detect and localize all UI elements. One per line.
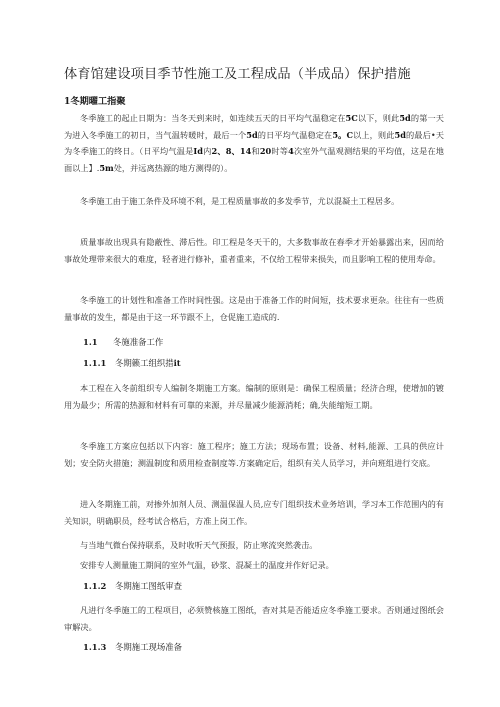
heading-1-1-1: 1.1.1 冬期籁工组织措it bbox=[83, 358, 181, 368]
section-heading-1: 1冬期曜工指聚 bbox=[64, 96, 126, 107]
paragraph-winter-dates: 冬季施工的起止日期为：当冬天到来时，如连续五天的日平均气温稳定在5C以下，则此5d的第一天为进入冬季施工的初日，当气温转暖时，最后一个5d的日平均气温稳定在5。C以上，则此5d的最后•天为冬季施工的终日。（日平均气温是Id内2、8、14和20时等4次室外气温观测结果的平均值，这是在地面以上】.5m处，并远离热源的地方测得的）。 bbox=[64, 113, 444, 173]
heading-1-1-3: 1.1.3 冬期施工现场准备 bbox=[83, 642, 182, 652]
paragraph-temperature-records: 安排专人测量施工期间的室外气温，砂浆、混凝土的温度并作好记录。 bbox=[80, 560, 334, 570]
heading-1-1-2: 1.1.2 冬期施工图纸审查 bbox=[83, 581, 182, 591]
paragraph-planning: 冬季施工的计划性和准备工作时间性强。这是由于准备工作的时间短，技术要求更杂。往往有一些质量事故的发生，都是由于这一环节跟不上，仓促施工造成的. bbox=[64, 295, 444, 322]
paragraph-quality-season: 冬季施工由于施工条件及环境不利，是工程质量事故的多发季节，尤以混凝土工程居多。 bbox=[80, 196, 400, 206]
heading-1-1: 1.1 冬施准备工作 bbox=[83, 337, 164, 347]
paragraph-training: 进入冬期施工前，对掺外加剂人员、测温保温人员,应专门组织技术业务培训，学习本工作范围内的有关知识，明确职员，经考试合格后，方准上岗工作。 bbox=[64, 499, 444, 526]
paragraph-plan-contents: 冬季施工方案应包括以下内容：施工程序；施工方法；现场布置；设备、材料,能源、工具的供应计划；安全防火措施；测温制度和质用检查制度等.方案确定后，组织有关人员学习，并向班组进行交底。 bbox=[64, 441, 444, 468]
paragraph-drawing-review: 凡进行冬季施工的工程项目，必须赞核施工图纸，杳对其是否能适应冬季施工要求。否则通过图纸会审解决。 bbox=[64, 605, 444, 632]
paragraph-plan-principles: 本工程在入冬前组织专人编制冬期施工方案。编制的原则是：确保工程质量；经济合理，使增加的镀用为最少；所需的热源和材料有可靠的来源，并尽量减少能源消耗；确,失能缩短工期。 bbox=[64, 383, 444, 410]
paragraph-hidden-defects: 质量事故出现具有隐蔽性、滞后性。印工程是冬天干的，大多数事故在春季才开始暴露出来，因而给事故处理带来很大的难度，轻者进行修补，重者重来，不仅给工程带来损失，而且影响工程的使用寿命。 bbox=[64, 237, 444, 264]
document-title: 体育馆建设项目季节性施工及工程成品（半成品）保护措施 bbox=[64, 67, 411, 82]
paragraph-weather: 与当地气微台保持联系，及时收听天气预报，防止寒流突然袭击。 bbox=[80, 540, 318, 550]
